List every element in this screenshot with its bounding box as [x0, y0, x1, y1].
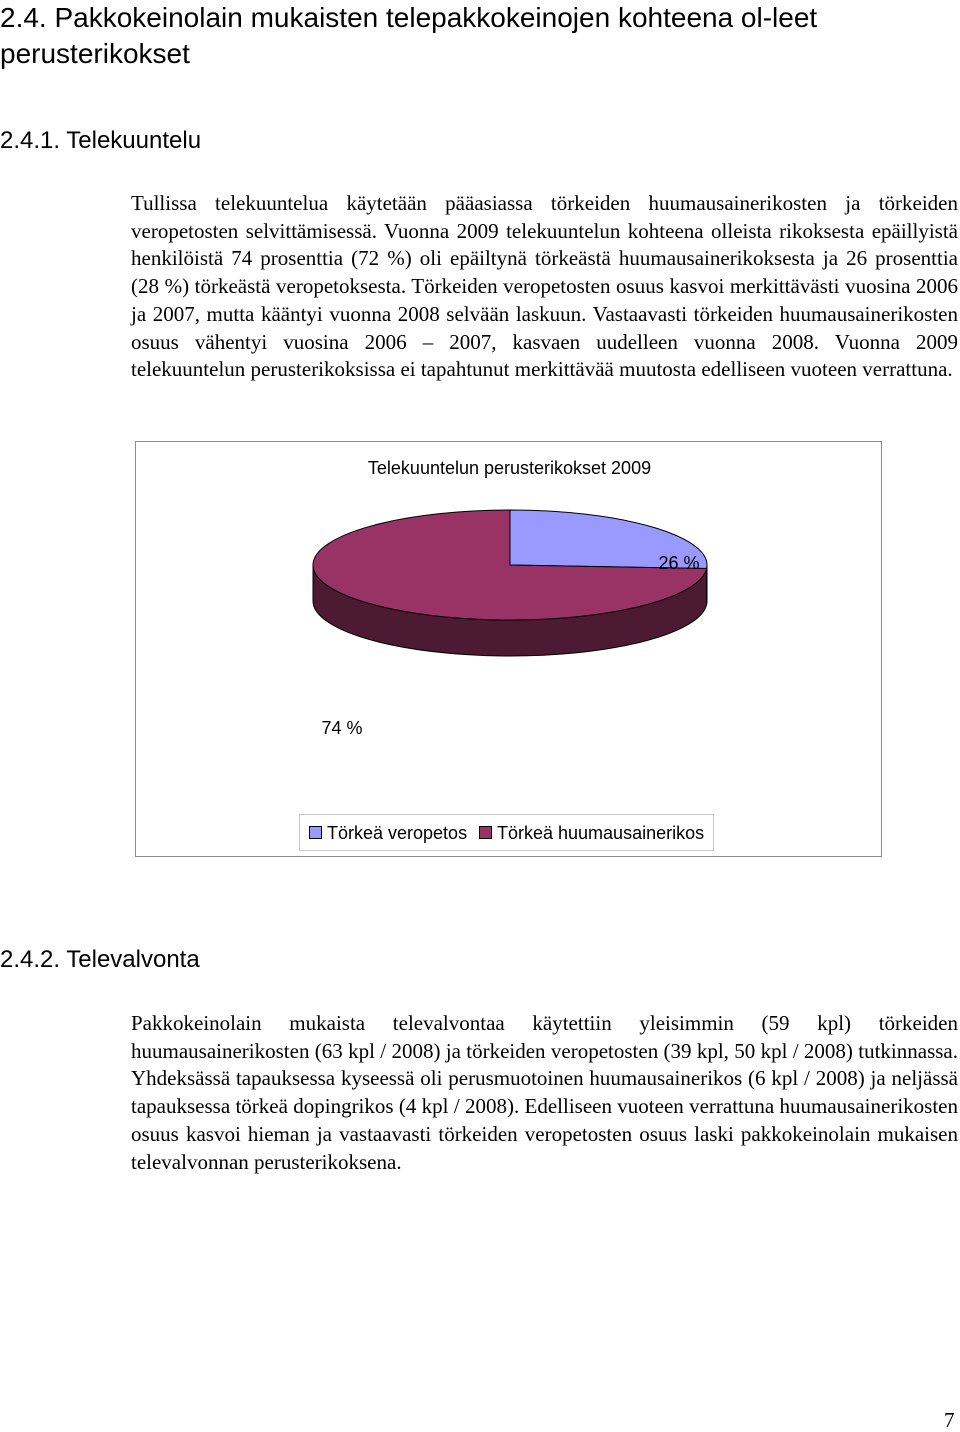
pie-data-label: 74 %: [321, 718, 362, 738]
paragraph-televalvonta: Pakkokeinolain mukaista televalvontaa käytettiin yleisimmin (59 kpl) törkeiden huumausainerikosten (63 kpl / 2008) ja törkeiden veropetosten (39 kpl, 50 kpl / 2008) tutkinnassa. Yhdeksässä tapauksessa kyseessä oli perusmuotoinen huumausainerikos (6 kpl / 2008) ja neljässä tapauksessa törkeä dopingrikos (4 kpl / 2008). Edelliseen vuoteen verrattuna huumausainerikosten osuus kasvoi hieman ja vastaavasti törkeiden veropetosten osuus laski pakkokeinolain mukaisen televalvonnan perusterikoksena.: [131, 1010, 958, 1176]
pie-chart: [136, 442, 883, 858]
legend-swatch-veropetos: [309, 826, 322, 839]
paragraph-telekuuntelu: Tullissa telekuuntelua käytetään pääasiassa törkeiden huumausainerikosten ja törkeiden veropetosten selvittämisessä. Vuonna 2009 telekuuntelun kohteena olleista rikoksesta epäillyistä henkilöistä 74 prosenttia (72 %) oli epäiltynä törkeästä huumausainerikoksesta ja 26 prosenttia (28 %) törkeästä veropetoksesta. Törkeiden veropetosten osuus kasvoi merkittävästi vuosina 2006 ja 2007, mutta kääntyi vuonna 2008 selvään laskuun. Vastaavasti törkeiden huumausainerikosten osuus vähentyi vuosina 2006 – 2007, kasvaen uudelleen vuonna 2008. Vuonna 2009 telekuuntelun perusterikoksissa ei tapahtunut merkittävää muutosta edelliseen vuoteen verrattuna.: [131, 190, 958, 384]
chart-legend: [299, 814, 714, 851]
legend-swatch-huumausainerikos: [479, 826, 492, 839]
section-title: 2.4. Pakkokeinolain mukaisten telepakkokeinojen kohteena ol-leet perusterikokset: [0, 0, 955, 72]
chart-title: Telekuuntelun perusterikokset 2009: [0, 457, 960, 479]
pie-chart-frame: [135, 441, 882, 857]
legend-label-huumausainerikos: Törkeä huumausainerikos: [497, 823, 704, 843]
subsection-title-televalvonta: 2.4.2. Televalvonta: [0, 945, 200, 975]
legend-label-veropetos: Törkeä veropetos: [327, 823, 467, 843]
legend-item-huumausainerikos: [479, 822, 704, 844]
subsection-title-telekuuntelu: 2.4.1. Telekuuntelu: [0, 126, 201, 156]
pie-data-label: 26 %: [658, 553, 699, 573]
page-number: 7: [944, 1408, 955, 1432]
legend-item-veropetos: [309, 822, 467, 844]
